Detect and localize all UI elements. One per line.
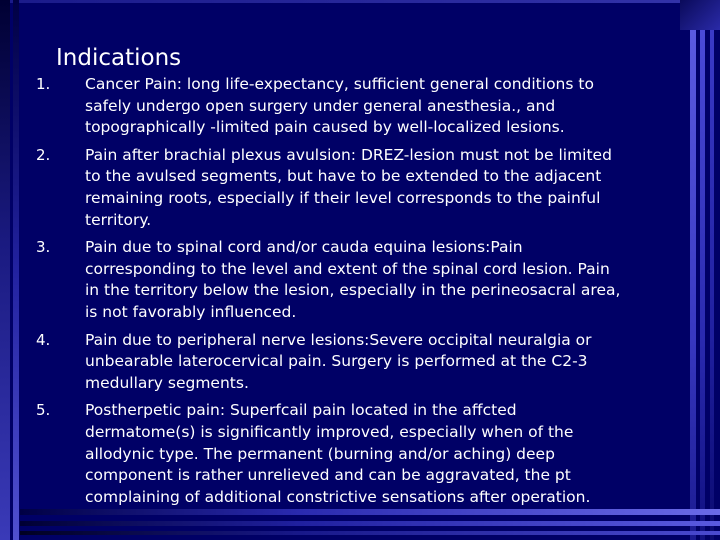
item-text	[85, 330, 695, 395]
list-item	[0, 400, 700, 508]
item-number: 1.	[36, 75, 51, 93]
item-line: unbearable laterocervical pain. Surgery is performed at the C2-3	[85, 352, 588, 371]
item-line: Pain after brachial plexus avulsion: DREZ-lesion must not be limited	[85, 145, 612, 164]
item-text	[85, 237, 695, 323]
list-item	[0, 330, 700, 395]
item-line: topographically -limited pain caused by well-localized lesions.	[85, 118, 565, 137]
item-line: Postherpetic pain: Superfcail pain located in the affcted	[85, 401, 517, 420]
item-number: 4.	[36, 330, 51, 349]
frame-top-bar	[0, 0, 720, 3]
item-line: Pain due to spinal cord and/or cauda equina lesions:Pain	[85, 238, 523, 257]
slide-title: Indications	[56, 45, 182, 71]
item-line: allodynic type. The permanent (burning and/or aching) deep	[85, 444, 555, 463]
item-number: 5.	[36, 401, 51, 420]
item-text	[85, 400, 695, 508]
list-item	[0, 145, 700, 231]
item-line: corresponding to the level and extent of the spinal cord lesion. Pain	[85, 259, 610, 278]
item-text	[85, 145, 695, 231]
item-line: component is rather unrelieved and can be aggravated, the pt	[85, 466, 571, 485]
indications-list	[0, 74, 700, 514]
list-item	[0, 237, 700, 323]
frame-bottom-bar	[20, 521, 720, 526]
item-line: medullary segments.	[85, 373, 249, 392]
frame-corner	[680, 0, 720, 30]
item-line: safely undergo open surgery under general anesthesia., and	[85, 96, 556, 115]
item-number: 3.	[36, 238, 51, 257]
frame-right-bar	[700, 30, 705, 540]
item-number: 2.	[36, 145, 51, 164]
item-line: complaining of additional constrictive sensations after operation.	[85, 487, 591, 506]
list-item	[0, 74, 700, 139]
item-line: Pain due to peripheral nerve lesions:Severe occipital neuralgia or	[85, 330, 592, 349]
item-line: Cancer Pain: long life-expectancy, sufficient general conditions to	[85, 75, 594, 93]
item-line: is not favorably influenced.	[85, 302, 297, 321]
item-line: dermatome(s) is significantly improved, especially when of the	[85, 422, 574, 441]
item-line: remaining roots, especially if their level corresponds to the painful	[85, 188, 601, 207]
item-line: to the avulsed segments, but have to be extended to the adjacent	[85, 167, 602, 186]
item-line: territory.	[85, 210, 152, 229]
frame-right-bar	[710, 30, 714, 540]
item-line: in the territory below the lesion, especially in the perineosacral area,	[85, 281, 621, 300]
item-text	[85, 74, 695, 139]
frame-bottom-bar	[20, 531, 720, 535]
